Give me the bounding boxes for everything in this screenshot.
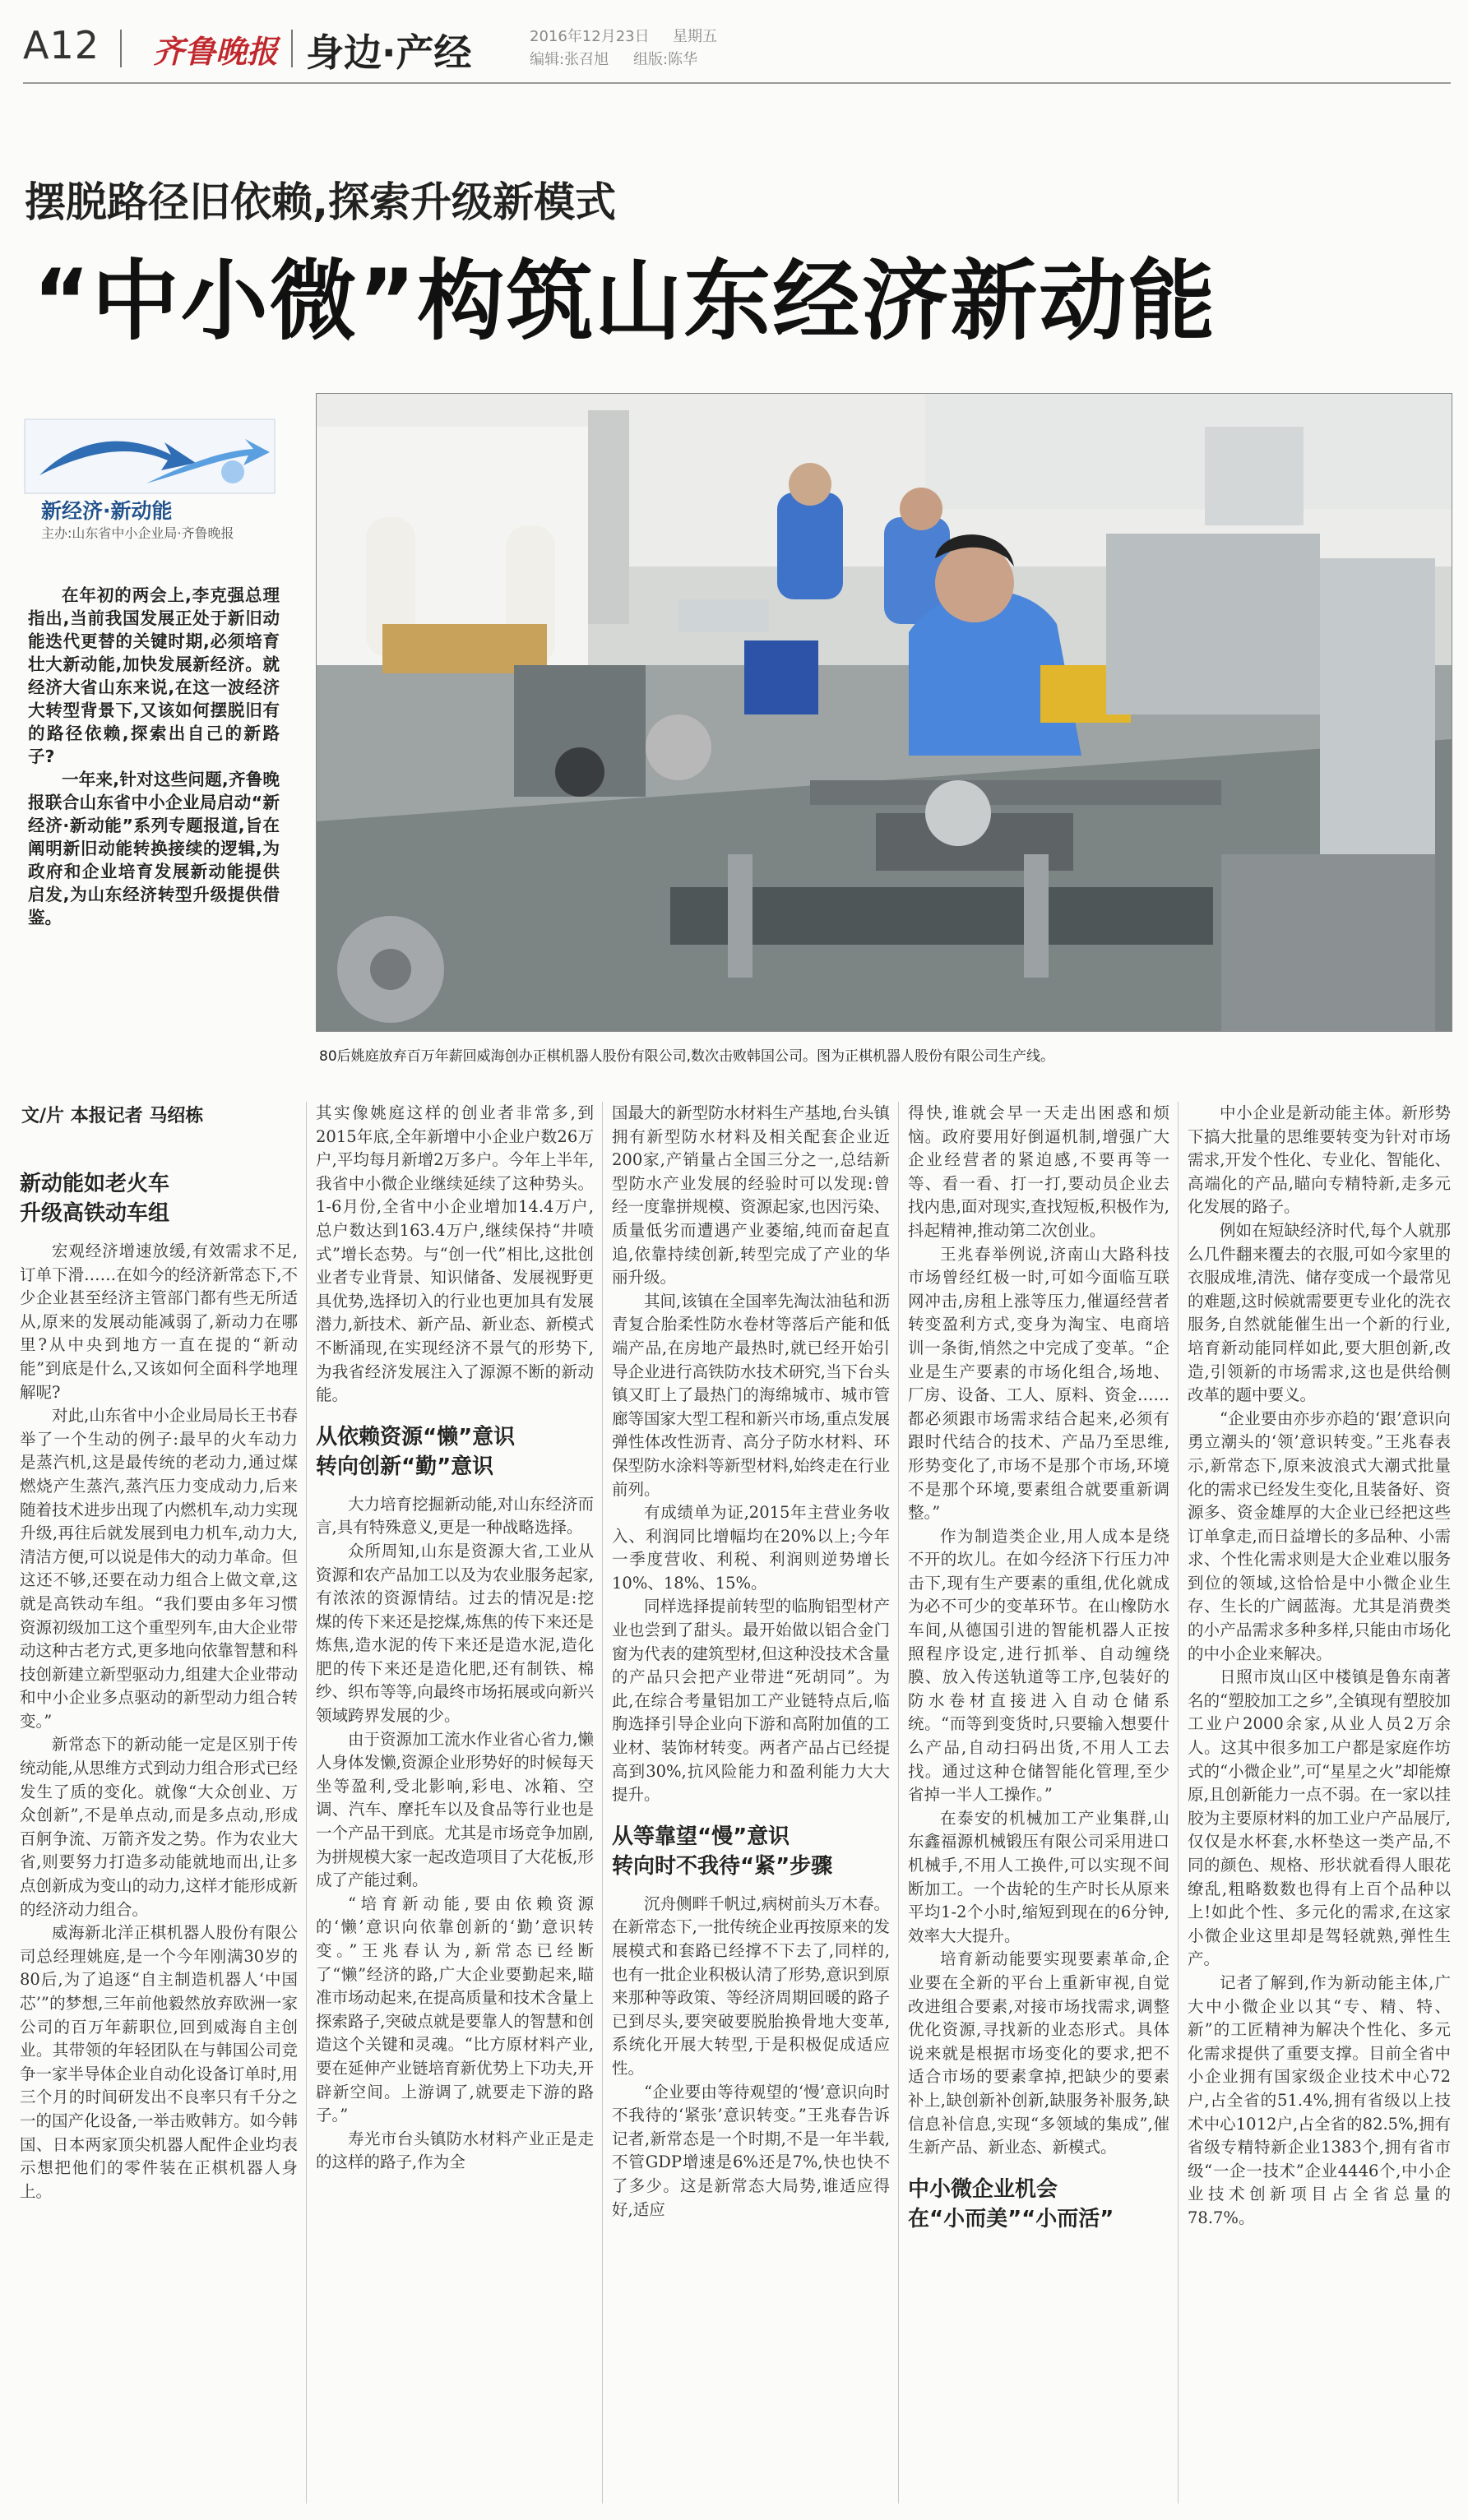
- photo-caption: 80后姚庭放弃百万年薪回威海创办正棋机器人股份有限公司,数次击败韩国公司。图为正棋机器人股份有限公司生产线。: [319, 1048, 1055, 1065]
- article-column-2: [316, 1102, 594, 2504]
- body-paragraph: 日照市岚山区中楼镇是鲁东南著名的“塑胶加工之乡”,全镇现有塑胶加工业户2000余家,从业人员2万余人。这其中很多加工户都是家庭作坊式的“小微企业”,可“星星之火”却能燎原,且创新能力一点不弱。在一家以挂胶为主要原材料的加工业户产品展厅,仅仅是水杯套,水杯垫这一类产品,不同的颜色、规格、形状就看得人眼花缭乱,粗略数数也得有上百个品种以上!如此个性、多元化的需求,在这家小微企业这里却是驾轻就熟,弹性生产。: [1188, 1667, 1451, 1969]
- body-paragraph: 同样选择提前转型的临朐铝型材产业也尝到了甜头。最开始做以铝合金门窗为代表的建筑型材,但这种没技术含量的产品只会把产业带进“死胡同”。为此,在综合考量铝加工产业链特点后,临朐选择引导企业向下游和高附加值的工业材、装饰材转变。两者产品占已经提高到30%,抗风险能力和盈利能力大大提升。: [612, 1597, 890, 1805]
- body-paragraph: 沉舟侧畔千帆过,病树前头万木春。在新常态下,一批传统企业再按原来的发展模式和套路已经撑不下去了,同样的,也有一批企业积极认清了形势,意识到原来那种等政策、等经济周期回暖的路子已到尽头,要突破要脱胎换骨地大变革,系统化开展大转型,于是积极促成适应性。: [612, 1893, 890, 2078]
- header-rule: [23, 82, 1451, 84]
- issue-date: 2016年12月23日: [530, 28, 650, 45]
- column-logo-title: 新经济·新动能: [41, 499, 173, 523]
- body-paragraph: 记者了解到,作为新动能主体,广大中小微企业以其“专、精、特、新”的工匠精神为解决个性化、多元化需求提供了重要支撑。目前全省中小企业拥有国家级企业技术中心72户,占全省的51.4%,拥有省级以上技术中心1012户,占全省的82.5%,拥有省级专精特新企业1383个,拥有省市级“一企一技术”企业4446个,中小企业技术创新项目占全省总量的78.7%。: [1188, 1972, 1451, 2227]
- body-paragraph: “培育新动能,要由依赖资源的‘懒’意识向依靠创新的‘勤’意识转变。”王兆春认为,新常态已经断了“懒”经济的路,广大企业要勤起来,瞄准市场动起来,在提高质量和技术含量上探索路子,突破点就是要靠人的智慧和创造这个关键和灵魂。“比方原材料产业,要在延伸产业链培育新优势上下功夫,开辟新空间。上游调了,就要走下游的路子。”: [316, 1893, 594, 2125]
- section-title-line: 新动能如老火车: [20, 1172, 170, 1196]
- article-intro: [28, 584, 280, 929]
- section-title-line: 转向时不我待“紧”步骤: [612, 1853, 833, 1879]
- header-divider: [291, 30, 293, 67]
- page-number: A12: [23, 23, 100, 67]
- body-paragraph: 在泰安的机械加工产业集群,山东鑫福源机械锻压有限公司采用进口机械手,不用人工换件,可以实现不间断加工。一个齿轮的生产时长从原来平均1-2个小时,缩短到现在的6分钟,效率大大提升。: [908, 1808, 1169, 1945]
- column-divider: [1178, 1102, 1179, 2504]
- newspaper-masthead: 齐鲁晚报: [153, 33, 279, 70]
- body-paragraph: “企业要由等待观望的‘慢’意识向时不我待的‘紧张’意识转变。”王兆春告诉记者,新常态是一个时期,不是一年半载,不管GDP增速是6%还是7%,快也快不了多少。这是新常态大局势,谁适应得好,适应: [612, 2082, 890, 2219]
- article-column-5: [1188, 1102, 1451, 2504]
- header-divider: [120, 30, 122, 67]
- body-paragraph: 寿光市台头镇防水材料产业正是走的这样的路子,作为全: [316, 2129, 594, 2172]
- body-paragraph: 大力培育挖掘新动能,对山东经济而言,具有特殊意义,更是一种战略选择。: [316, 1494, 594, 1537]
- section-title: 身边·产经: [306, 30, 472, 75]
- body-paragraph: 由于资源加工流水作业省心省力,懒人身体发懒,资源企业形势好的时候每天坐等盈利,受北影响,彩电、冰箱、空调、汽车、摩托车以及食品等行业也是一个产品干到底。尤其是市场竞争加剧,为拼规模大家一起改造项目了大花板,形成了产能过剩。: [316, 1729, 594, 1890]
- body-paragraph: “企业要由亦步亦趋的‘跟’意识向勇立潮头的‘领’意识转变。”王兆春表示,新常态下,原来波浪式大潮式批量化的需求已经发生变化,且装备好、资源多、资金雄厚的大企业已经把这些订单拿走,而日益增长的多品种、小需求、个性化需求则是大企业难以服务到位的领域,这恰恰是中小微企业生存、生长的广阔蓝海。尤其是消费类的小产品需求多种多样,只能由市场化的中小企业来解决。: [1188, 1408, 1451, 1663]
- body-paragraph: 得快,谁就会早一天走出困惑和烦恼。政府要用好倒逼机制,增强广大企业经营者的紧迫感,不要再等一等、看一看、打一打,要动员企业去找内患,面对现实,查找短板,积极作为,抖起精神,推动第二次创业。: [908, 1103, 1169, 1240]
- section-title-3: [612, 1822, 890, 1881]
- column-divider: [898, 1102, 899, 2504]
- section-title-line: 升级高铁动车组: [20, 1201, 170, 1226]
- section-title-2: [316, 1422, 594, 1482]
- factory-photo: [316, 393, 1452, 1032]
- article-column-3: [612, 1102, 890, 2504]
- column-divider: [306, 1102, 307, 2504]
- body-paragraph: 例如在短缺经济时代,每个人就那么几件翻来覆去的衣服,可如今家里的衣服成堆,清洗、储存变成一个最常见的难题,这时候就需要更专业化的洗衣服务,自然就能催生出一个新的行业,培育新动能同样如此,要大胆创新,改造,引领新的市场需求,这也是供给侧改革的题中要义。: [1188, 1220, 1451, 1405]
- section-title-line: 在“小而美”“小而活”: [908, 2206, 1114, 2231]
- editor-credit: 编辑:张召旭: [530, 51, 609, 68]
- body-paragraph: 有成绩单为证,2015年主营业务收入、利润同比增幅均在20%以上;今年一季度营收、利税、利润则逆势增长10%、18%、15%。: [612, 1503, 890, 1593]
- body-paragraph: 其间,该镇在全国率先淘汰油毡和沥青复合胎柔性防水卷材等落后产能和低端产品,在房地产最热时,就已经开始引导企业进行高铁防水技术研究,当下台头镇又盯上了最热门的海绵城市、城市管廊等国家大型工程和新兴市场,重点发展弹性体改性沥青、高分子防水材料、环保型防水涂料等新型材料,始终走在行业前列。: [612, 1291, 890, 1499]
- page-header: [23, 18, 1454, 77]
- issue-weekday: 星期五: [673, 28, 717, 45]
- body-paragraph: 威海新北洋正棋机器人股份有限公司总经理姚庭,是一个今年刚满30岁的80后,为了追逐“自主制造机器人‘中国芯’”的梦想,三年前他毅然放弃欧洲一家公司的百万年薪职位,回到威海自主创业。其带领的年轻团队在与韩国公司竞争一家半导体企业自动化设备订单时,用三个月的时间研发出不良率只有千分之一的国产化设备,一举击败韩方。如今韩国、日本两家顶尖机器人配件企业均表示想把他们的零件装在正棋机器人身上。: [20, 1923, 298, 2201]
- byline: 文/片 本报记者 马绍栋: [21, 1106, 204, 1126]
- article-column-1: [20, 1102, 298, 2504]
- factory-production-line-image: [317, 394, 1452, 1031]
- intro-paragraph: 在年初的两会上,李克强总理指出,当前我国发展正处于新旧动能迭代更替的关键时期,必须培育壮大新动能,加快发展新经济。就经济大省山东来说,在这一波经济大转型背景下,又该如何摆脱旧有的路径依赖,探索出自己的新路子?: [28, 585, 280, 766]
- intro-paragraph: 一年来,针对这些问题,齐鲁晚报联合山东省中小企业局启动“新经济·新动能”系列专题报道,旨在阐明新旧动能转换接续的逻辑,为政府和企业培育发展新动能提供启发,为山东经济转型升级提供借鉴。: [28, 770, 280, 927]
- section-title-line: 中小微企业机会: [908, 2176, 1058, 2202]
- arrow-logo-icon: [23, 418, 276, 496]
- section-title-1: [20, 1169, 298, 1228]
- column-divider: [602, 1102, 603, 2504]
- section-title-4: [908, 2175, 1169, 2234]
- article-column-4: [908, 1102, 1169, 2504]
- layout-credit: 组版:陈华: [633, 51, 698, 68]
- body-paragraph: 培育新动能要实现要素革命,企业要在全新的平台上重新审视,自觉改进组合要素,对接市场找需求,调整优化资源,寻找新的业态形式。具体说来就是根据市场变化的要求,把不适合市场的要素拿掉,把缺少的要素补上,缺创新补创新,缺服务补服务,缺信息补信息,实现“多领域的集成”,催生新产品、新业态、新模式。: [908, 1949, 1169, 2157]
- body-paragraph: 其实像姚庭这样的创业者非常多,到2015年底,全年新增中小企业户数26万户,平均每月新增2万多户。今年上半年,我省中小微企业继续延续了这种势头。1-6月份,全省中小企业增加14.4万户,总户数达到163.4万户,继续保持“井喷式”增长态势。与“创一代”相比,这批创业者专业背景、知识储备、发展视野更具优势,选择切入的行业也更加具有发展潜力,新技术、新产品、新业态、新模式不断涌现,在实现经济不景气的形势下,为我省经济发展注入了源源不断的新动能。: [316, 1103, 594, 1405]
- body-paragraph: 王兆春举例说,济南山大路科技市场曾经红极一时,可如今面临互联网冲击,房租上涨等压力,催逼经营者转变盈利方式,变身为淘宝、电商培训一条街,悄然之中完成了变革。“企业是生产要素的市场化组合,场地、厂房、设备、工人、原料、资金……都必须跟市场需求结合起来,必须有跟时代结合的技术、产品乃至思维,形势变化了,市场不是那个市场,环境不是那个环境,要素组合就要重新调整。”: [908, 1244, 1169, 1523]
- body-paragraph: 国最大的新型防水材料生产基地,台头镇拥有新型防水材料及相关配套企业近200家,产销量占全国三分之一,总结新型防水产业发展的经验时可以发现:曾经一度靠拼规模、资源起家,也因污染、质量低劣而遭遇产业萎缩,纯而奋起直追,依靠持续创新,转型完成了产业的华丽升级。: [612, 1103, 890, 1288]
- body-paragraph: 对此,山东省中小企业局局长王书春举了一个生动的例子:最早的火车动力是蒸汽机,这是最传统的老动力,通过煤燃烧产生蒸汽,蒸汽压力变成动力,后来随着技术进步出现了内燃机车,动力实现升级,再往后就发展到电力机车,动力大,清洁方便,可以说是伟大的动力革命。但这还不够,还要在动力组合上做文章,这就是高铁动车组。“我们要由多年习惯资源初级加工这个重型列车,由大企业带动这种古老方式,更多地向依靠智慧和科技创新建立新型驱动力,组建大企业带动和中小企业多点驱动的新型动力组合转变。”: [20, 1406, 298, 1731]
- section-title-line: 从等靠望“慢”意识: [612, 1824, 790, 1849]
- column-logo: [23, 418, 276, 541]
- section-title-line: 从依赖资源“懒”意识: [316, 1424, 516, 1450]
- body-paragraph: 中小企业是新动能主体。新形势下搞大批量的思维要转变为针对市场需求,开发个性化、专业化、智能化、高端化的产品,瞄向专精特新,走多元化发展的路子。: [1188, 1103, 1451, 1217]
- article-headline: “中小微”构筑山东经济新动能: [33, 251, 1217, 352]
- section-title-line: 转向创新“勤”意识: [316, 1454, 494, 1479]
- body-paragraph: 作为制造类企业,用人成本是绕不开的坎儿。在如今经济下行压力冲击下,现有生产要素的重组,优化就成为必不可少的变革环节。在山橡防水车间,从德国引进的智能机器人正按照程序设定,进行抓举、自动缠绕膜、放入传送轨道等工序,包装好的防水卷材直接进入自动仓储系统。“而等到变货时,只要输入想要什么产品,自动扫码出货,不用人工去找。通过这种仓储智能化管理,至少省掉一半人工操作。”: [908, 1526, 1169, 1805]
- column-logo-sponsor: 主办:山东省中小企业局·齐鲁晚报: [41, 525, 234, 541]
- body-paragraph: 众所周知,山东是资源大省,工业从资源和农产品加工以及为农业服务起家,有浓浓的资源情结。过去的情况是:挖煤的传下来还是挖煤,炼焦的传下来还是炼焦,造水泥的传下来还是造水泥,造化肥的传下来还是造化肥,还有制铁、棉纱、织布等等,向最终市场拓展或向新兴领域跨界发展的少。: [316, 1541, 594, 1726]
- body-paragraph: 宏观经济增速放缓,有效需求不足,订单下滑……在如今的经济新常态下,不少企业甚至经济主管部门都有些无所适从,原来的发展动能减弱了,新动力在哪里?从中央到地方一直在提的“新动能”到底是什么,又该如何全面科学地理解呢?: [20, 1242, 298, 1402]
- article-subheadline: 摆脱路径旧依赖,探索升级新模式: [25, 178, 616, 226]
- body-paragraph: 新常态下的新动能一定是区别于传统动能,从思维方式到动力组合形式已经发生了质的变化。就像“大众创业、万众创新”,不是单点动,而是多点动,形成百舸争流、万箭齐发之势。作为农业大省,则要努力打造多动能就地而出,让多点创新成为变山的动力,这样才能形成新的经济动力组合。: [20, 1735, 298, 1919]
